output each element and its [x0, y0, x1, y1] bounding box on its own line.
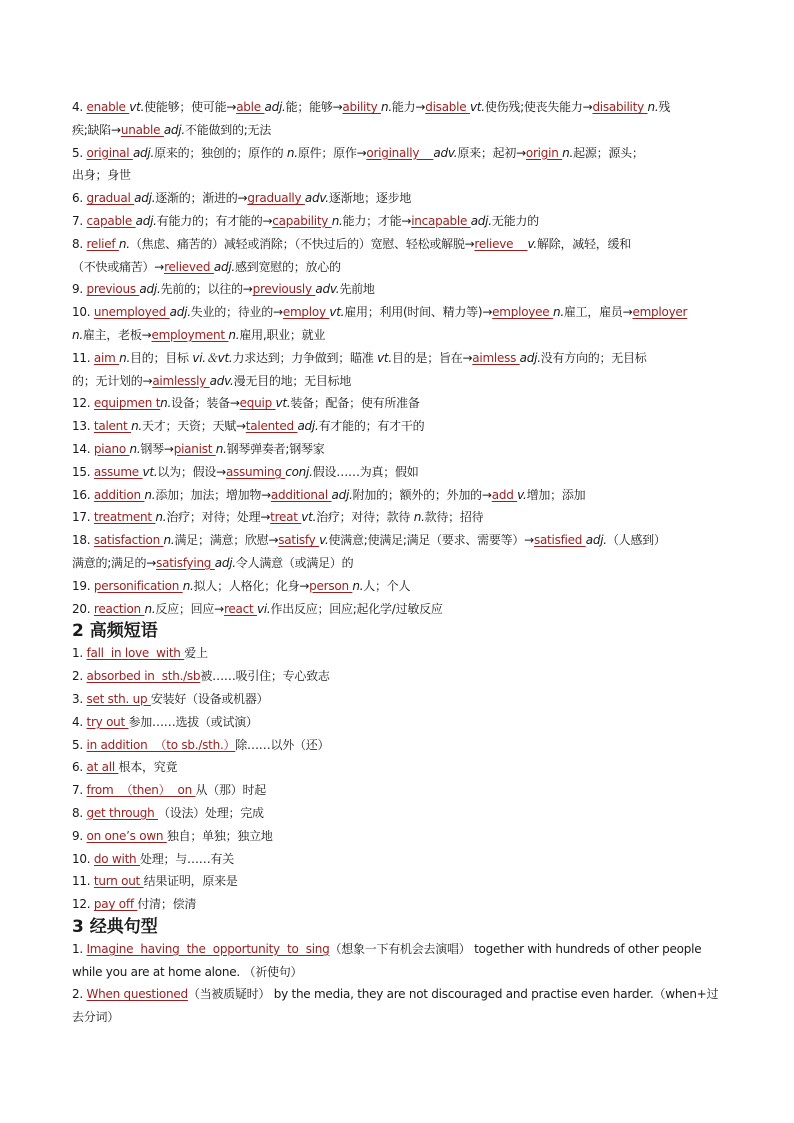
part-of-speech: adv. — [304, 191, 329, 206]
answer-text: aim — [93, 350, 120, 365]
phrase-entry — [72, 734, 722, 757]
definition-text: 装备；配备；使有所准备 — [290, 396, 420, 411]
vocab-entry — [72, 575, 722, 598]
part-of-speech: adj. — [213, 259, 235, 274]
part-of-speech: adj. — [519, 350, 541, 365]
definition-text: 逐渐的；渐进的→ — [155, 191, 248, 206]
definition-text: 漫无目的地；无目标地 — [233, 373, 352, 388]
item-number: 9. — [72, 282, 87, 297]
part-of-speech: n. — [144, 487, 156, 502]
answer-text: satisfaction — [93, 533, 164, 548]
phrase-meaning: （设法）处理；完成 — [158, 805, 264, 820]
part-of-speech: adj. — [169, 305, 191, 320]
item-number: 4. — [72, 714, 87, 729]
vocab-entry — [72, 164, 722, 187]
part-of-speech: n. — [215, 441, 227, 456]
phrase-meaning: 除……以外（还） — [235, 737, 330, 752]
answer-text: capability — [272, 213, 332, 228]
item-number: 7. — [72, 213, 87, 228]
definition-text: 反应；回应→ — [155, 601, 224, 616]
definition-text: 能力→ — [391, 100, 426, 114]
phrase-meaning: 爱上 — [184, 646, 208, 661]
definition-text: 作出反应；回应;起化学/过敏反应 — [270, 601, 443, 616]
answer-text: add — [491, 487, 518, 502]
item-number: 14. — [72, 441, 94, 456]
answer-text: relieve — [474, 236, 528, 251]
phrase-answer: on one’s own — [86, 828, 167, 843]
phrase-entry — [72, 665, 722, 688]
part-of-speech: n. — [352, 578, 364, 593]
answer-text: equipmen t — [93, 396, 161, 411]
part-of-speech: n. — [413, 510, 425, 525]
phrase-answer: turn out — [93, 874, 144, 889]
vocabulary-list — [72, 96, 722, 620]
phrase-entry — [72, 893, 722, 916]
definition-text: 添加；加法；增加物→ — [155, 487, 271, 502]
answer-text: disable — [425, 100, 470, 114]
part-of-speech: v. — [527, 236, 537, 251]
vocab-entry — [72, 324, 722, 347]
part-of-speech: vt. — [275, 396, 291, 411]
sentence-entry — [72, 961, 722, 984]
part-of-speech: n. — [160, 396, 172, 411]
part-of-speech: v. — [319, 533, 329, 548]
phrase-answer: pay off — [93, 897, 138, 912]
definition-text: 先前地 — [339, 282, 375, 297]
definition-text: 拟人；人格化；化身→ — [193, 578, 310, 593]
definition-text: 令人满意（或满足）的 — [235, 555, 354, 570]
definition-text: 失业的；待业的→ — [190, 305, 283, 320]
item-number: 6. — [72, 760, 87, 775]
definition-text: 雇用；利用(时间、精力等)→ — [344, 305, 493, 320]
answer-text: When questioned — [86, 987, 188, 1002]
item-number: 1. — [72, 646, 87, 661]
part-of-speech: n. — [119, 350, 131, 365]
definition-text: （不快或痛苦）→ — [72, 259, 165, 274]
phrase-meaning: 根本，究竟 — [118, 760, 178, 775]
item-number: 5. — [72, 737, 87, 752]
definition-text: 先前的；以往的→ — [160, 282, 253, 297]
phrase-meaning: 安装好（设备或机器） — [150, 691, 269, 706]
part-of-speech: n. — [72, 327, 83, 342]
definition-text: 感到宽慰的；放心的 — [234, 259, 341, 274]
definition-text: 假设……为真；假如 — [312, 464, 419, 479]
answer-text: able — [236, 100, 265, 114]
phrase-entry — [72, 756, 722, 779]
definition-text: 的；无计划的→ — [72, 373, 153, 388]
part-of-speech: adj. — [135, 213, 157, 228]
definition-text: 能；能够→ — [285, 100, 343, 114]
answer-text: capable — [86, 213, 136, 228]
definition-text: 款待；招待 — [424, 510, 484, 525]
vocab-entry — [72, 552, 722, 575]
answer-text: incapable — [411, 213, 471, 228]
item-number: 12. — [72, 897, 94, 912]
answer-text: originally — [366, 145, 434, 160]
part-of-speech: n. — [381, 100, 392, 114]
phrase-entry — [72, 688, 722, 711]
item-number: 15. — [72, 464, 94, 479]
definition-text: 去分词） — [72, 1010, 120, 1025]
item-number: 9. — [72, 828, 87, 843]
item-number: 11. — [72, 874, 94, 889]
definition-text: 出身；身世 — [72, 168, 131, 183]
definition-text: 无能力的 — [491, 213, 539, 228]
item-number: 1. — [72, 941, 87, 956]
item-number: 6. — [72, 191, 87, 206]
item-number: 4. — [72, 100, 87, 114]
phrase-meaning: 从（那）时起 — [195, 783, 267, 798]
answer-text: addition — [93, 487, 145, 502]
answer-text: Imagine having the opportunity to sing — [86, 941, 330, 956]
part-of-speech: vi. — [256, 601, 271, 616]
vocab-entry — [72, 370, 722, 393]
vocab-entry — [72, 415, 722, 438]
phrase-answer: get through — [86, 805, 158, 820]
vocab-entry — [72, 438, 722, 461]
answer-text: relieved — [164, 259, 214, 274]
part-of-speech: adj. — [297, 419, 319, 434]
vocab-entry — [72, 392, 722, 415]
definition-text: 以为；假设→ — [157, 464, 226, 479]
answer-text: personification — [93, 578, 183, 593]
sentence-list — [72, 938, 722, 1029]
part-of-speech: n. — [228, 327, 240, 342]
definition-text: 有才能的；有才干的 — [318, 419, 425, 434]
vocab-entry — [72, 506, 722, 529]
vocab-entry — [72, 210, 722, 233]
definition-text: 雇主，老板→ — [82, 327, 152, 342]
part-of-speech: adj. — [264, 100, 286, 114]
phrase-entry — [72, 642, 722, 665]
item-number: 8. — [72, 236, 87, 251]
answer-text: ability — [342, 100, 381, 114]
phrase-entry — [72, 802, 722, 825]
phrase-entry — [72, 779, 722, 802]
answer-text: gradual — [86, 191, 135, 206]
definition-text: 增加；添加 — [526, 487, 586, 502]
section-heading-phrases: 2 高频短语 — [72, 621, 158, 642]
part-of-speech: adv. — [209, 373, 234, 388]
answer-text: talent — [93, 419, 132, 434]
sentence-entry — [72, 983, 722, 1006]
part-of-speech: adv. — [433, 145, 458, 160]
phrase-answer: do with — [93, 851, 140, 866]
answer-text: enable — [86, 100, 130, 114]
definition-text: 有能力的；有才能的→ — [156, 213, 273, 228]
answer-text: gradually — [247, 191, 305, 206]
answer-text: satisfy — [278, 533, 320, 548]
answer-text: react — [223, 601, 257, 616]
answer-text: disability — [592, 100, 648, 114]
definition-text: 原来的；独创的；原作的 — [154, 145, 287, 160]
part-of-speech: vt. — [469, 100, 485, 114]
definition-text: while you are at home alone. （祈使句） — [72, 964, 303, 979]
definition-text: 使能够；使可能→ — [144, 100, 237, 114]
vocab-entry — [72, 119, 722, 142]
part-of-speech: n. — [118, 236, 130, 251]
answer-text: equip — [239, 396, 276, 411]
phrase-meaning: 参加……选拔（或试演） — [128, 714, 258, 729]
answer-text: previous — [86, 282, 140, 297]
definition-text: 设备；装备→ — [171, 396, 240, 411]
phrase-meaning: 独自；单独；独立地 — [166, 828, 273, 843]
part-of-speech: n. — [129, 441, 141, 456]
phrase-meaning: 处理；与……有关 — [139, 851, 234, 866]
answer-text: previously — [252, 282, 316, 297]
answer-text: original — [86, 145, 133, 160]
part-of-speech: adj. — [134, 191, 156, 206]
phrase-answer: set sth. up — [86, 691, 151, 706]
item-number: 18. — [72, 533, 94, 548]
definition-text: 力求达到；力争做到；瞄准 — [232, 350, 378, 365]
answer-text: satisfying — [156, 555, 215, 570]
definition-text: 附加的；额外的；外加的→ — [352, 487, 492, 502]
part-of-speech: vt. — [129, 100, 145, 114]
vocab-entry — [72, 461, 722, 484]
part-of-speech: adj. — [585, 533, 607, 548]
answer-text: unable — [120, 122, 164, 137]
answer-text: unemployed — [93, 305, 170, 320]
phrase-answer: from （then） on — [86, 783, 196, 798]
item-number: 17. — [72, 510, 94, 525]
part-of-speech: n. — [155, 510, 167, 525]
item-number: 13. — [72, 419, 94, 434]
item-number: 3. — [72, 691, 87, 706]
part-of-speech: adj. — [139, 282, 161, 297]
part-of-speech: vt. — [301, 510, 317, 525]
answer-text: employment — [151, 327, 229, 342]
definition-text: 雇工，雇员→ — [563, 305, 633, 320]
answer-text: assume — [93, 464, 143, 479]
definition-text: 原来；起初→ — [457, 145, 526, 160]
definition-text: 满意的;满足的→ — [72, 555, 157, 570]
definition-text: 治疗；对待；款待 — [316, 510, 414, 525]
definition-text: （人感到） — [606, 533, 666, 548]
part-of-speech: n. — [163, 533, 175, 548]
definition-text: 目的是；旨在→ — [391, 350, 473, 365]
definition-text: 不能做到的;无法 — [184, 122, 271, 137]
part-of-speech: adj. — [470, 213, 492, 228]
answer-text: origin — [525, 145, 563, 160]
answer-text: piano — [93, 441, 130, 456]
part-of-speech: adj. — [132, 145, 155, 160]
phrase-answer: fall in love with — [86, 646, 185, 661]
definition-text: 没有方向的；无目标 — [540, 350, 647, 365]
phrase-meaning: 被……吸引住；专心致志 — [200, 669, 330, 684]
part-of-speech: vt. — [377, 350, 392, 365]
part-of-speech: adj. — [214, 555, 236, 570]
phrase-answer: try out — [86, 714, 129, 729]
item-number: 10. — [72, 851, 94, 866]
item-number: 11. — [72, 350, 94, 365]
phrase-answer: at all — [86, 760, 119, 775]
vocab-entry — [72, 301, 722, 324]
part-of-speech: adv. — [315, 282, 340, 297]
definition-text: 人；个人 — [363, 578, 411, 593]
item-number: 8. — [72, 805, 87, 820]
part-of-speech: vi.＆vt. — [192, 350, 233, 365]
part-of-speech: n. — [286, 145, 298, 160]
answer-text: employ — [282, 305, 330, 320]
answer-text: person — [309, 578, 353, 593]
phrase-entry — [72, 848, 722, 871]
answer-text: employer — [632, 305, 688, 320]
item-number: 19. — [72, 578, 94, 593]
definition-text: 疾;缺陷→ — [72, 122, 121, 137]
part-of-speech: n. — [331, 213, 343, 228]
vocab-entry — [72, 598, 722, 621]
vocab-entry — [72, 278, 722, 301]
definition-text: 钢琴→ — [140, 441, 174, 456]
definition-text: 残 — [658, 100, 671, 114]
item-number: 12. — [72, 396, 94, 411]
phrase-meaning: 结果证明，原来是 — [143, 874, 238, 889]
definition-text: （想象一下有机会去演唱） together with hundreds of other people — [329, 941, 702, 956]
phrase-list — [72, 642, 722, 916]
definition-text: 逐渐地；逐步地 — [328, 191, 412, 206]
part-of-speech: n. — [182, 578, 194, 593]
definition-text: 目的；目标 — [130, 350, 193, 365]
definition-text: 钢琴弹奏者;钢琴家 — [226, 441, 325, 456]
vocab-entry — [72, 96, 722, 119]
item-number: 16. — [72, 487, 94, 502]
definition-text: （焦虑、痛苦的）减轻或消除；（不快过后的）宽慰、轻松或解脱→ — [129, 236, 475, 251]
definition-text: 使满意;使满足;满足（要求、需要等）→ — [328, 533, 534, 548]
vocab-entry — [72, 233, 722, 256]
answer-text: talented — [245, 419, 298, 434]
sentence-entry — [72, 1006, 722, 1029]
definition-text: 天才；天资；天赋→ — [141, 419, 246, 434]
document-page — [72, 96, 722, 1029]
definition-text: 使伤残;使丧失能力→ — [484, 100, 593, 114]
part-of-speech: vt. — [329, 305, 345, 320]
phrase-entry — [72, 825, 722, 848]
item-number: 2. — [72, 669, 87, 684]
part-of-speech: n. — [647, 100, 659, 114]
definition-text: 解除，减轻，缓和 — [536, 236, 631, 251]
definition-text: 雇用,职业；就业 — [239, 327, 326, 342]
part-of-speech: n. — [562, 145, 574, 160]
phrase-entry — [72, 711, 722, 734]
vocab-entry — [72, 256, 722, 279]
item-number: 20. — [72, 601, 94, 616]
phrase-answer: in addition （to sb./sth.） — [86, 737, 236, 752]
answer-text: relief — [86, 236, 119, 251]
part-of-speech: adj. — [163, 122, 185, 137]
phrase-entry — [72, 870, 722, 893]
vocab-entry — [72, 187, 722, 210]
answer-text: pianist — [173, 441, 216, 456]
section-heading-sentences: 3 经典句型 — [72, 916, 158, 937]
answer-text: satisfied — [533, 533, 586, 548]
definition-text: 治疗；对待；处理→ — [166, 510, 271, 525]
part-of-speech: v. — [517, 487, 527, 502]
item-number: 7. — [72, 783, 87, 798]
item-number: 5. — [72, 145, 87, 160]
definition-text: 原件；原作→ — [297, 145, 367, 160]
answer-text: reaction — [93, 601, 145, 616]
part-of-speech: n. — [144, 601, 156, 616]
vocab-entry — [72, 347, 722, 370]
answer-text: aimless — [472, 350, 520, 365]
part-of-speech: vt. — [142, 464, 158, 479]
definition-text: 满足；满意；欣慰→ — [174, 533, 279, 548]
answer-text: aimlessly — [152, 373, 210, 388]
part-of-speech: n. — [131, 419, 142, 434]
answer-text: treat — [270, 510, 302, 525]
part-of-speech: conj. — [285, 464, 313, 479]
part-of-speech: n. — [552, 305, 564, 320]
item-number: 10. — [72, 305, 94, 320]
answer-text: treatment — [93, 510, 156, 525]
definition-text: 能力；才能→ — [342, 213, 412, 228]
vocab-entry — [72, 484, 722, 507]
vocab-entry — [72, 142, 722, 165]
phrase-answer: absorbed in sth./sb — [86, 669, 201, 684]
item-number: 2. — [72, 987, 87, 1002]
definition-text: （当被质疑时） by the media, they are not discouraged and practise even harder.（when+过 — [187, 987, 719, 1002]
part-of-speech: adj. — [331, 487, 353, 502]
answer-text: assuming — [225, 464, 286, 479]
sentence-entry — [72, 938, 722, 961]
definition-text: 起源；源头； — [573, 145, 644, 160]
answer-text: employee — [492, 305, 553, 320]
answer-text: additional — [270, 487, 332, 502]
vocab-entry — [72, 529, 722, 552]
phrase-meaning: 付清；偿清 — [137, 897, 197, 912]
